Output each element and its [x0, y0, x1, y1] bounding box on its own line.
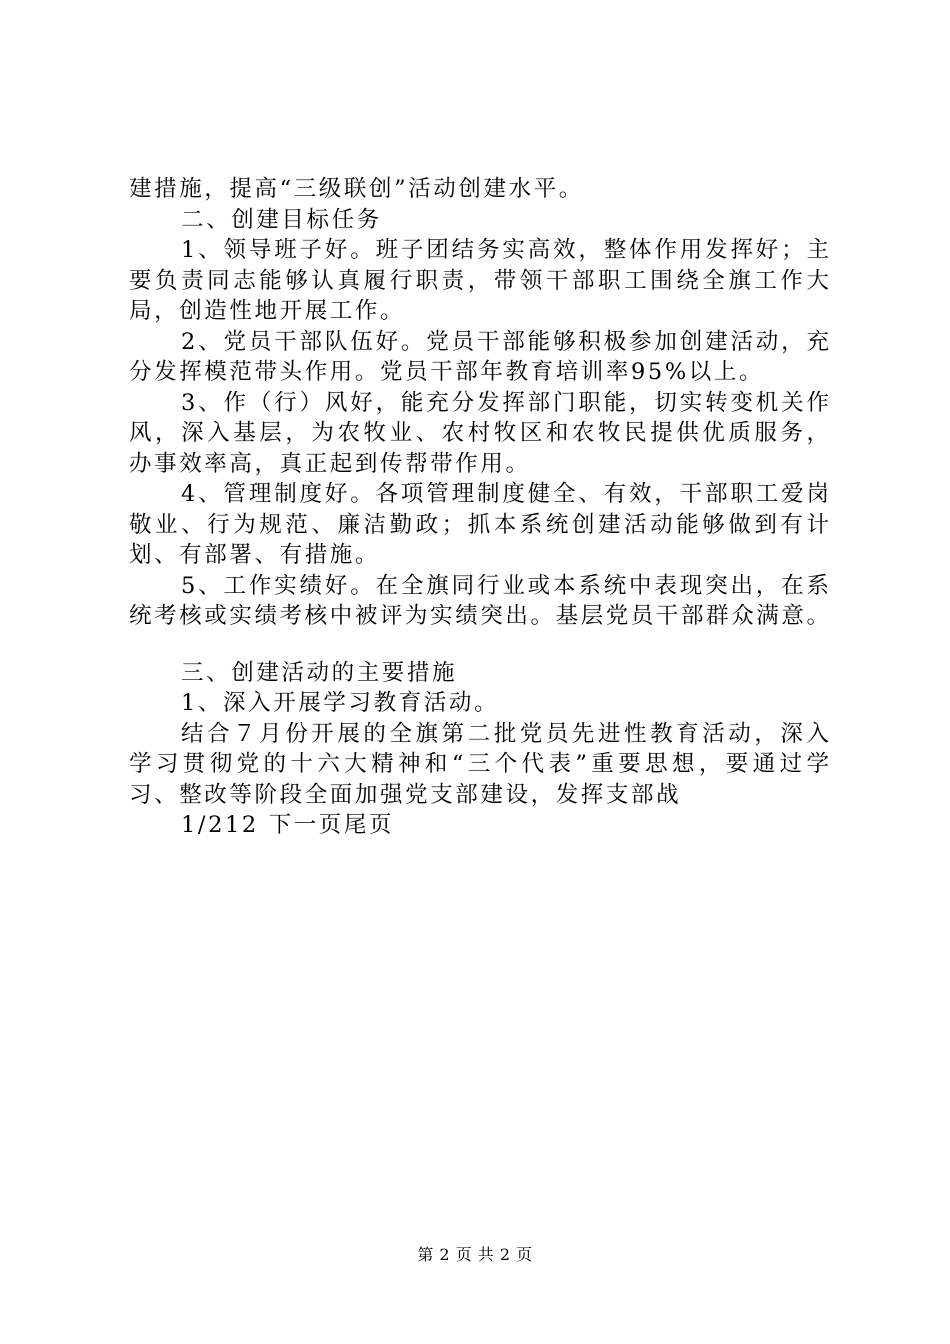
paragraph-line: 4、管理制度好。各项管理制度健全、有效，干部职工爱岗	[181, 481, 829, 507]
paragraph-line: 1、领导班子好。班子团结务实高效，整体作用发挥好；主	[181, 237, 829, 263]
paragraph-line: 办事效率高，真正起到传帮带作用。	[129, 450, 531, 477]
paragraph-gap	[129, 632, 829, 658]
paragraph-line: 5、工作实绩好。在全旗同行业或本系统中表现突出，在系	[181, 572, 829, 599]
paragraph-line: 划、有部署、有措施。	[129, 542, 381, 568]
paragraph-line: 3、作（行）风好，能充分发挥部门职能，切实转变机关作	[181, 389, 829, 416]
paragraph-line: 敬业、行为规范、廉洁勤政；抓本系统创建活动能够做到有计	[129, 511, 829, 538]
pagination-text: 1/212 下一页尾页	[181, 812, 395, 838]
paragraph-line: 局，创造性地开展工作。	[129, 298, 406, 324]
paragraph-line: 习、整改等阶段全面加强党支部建设，发挥支部战	[129, 781, 682, 808]
paragraph-line: 建措施，提高“三级联创”活动创建水平。	[129, 176, 584, 202]
paragraph-line: 统考核或实绩考核中被评为实绩突出。基层党员干部群众满意。	[129, 603, 829, 629]
paragraph-line: 风，深入基层，为农牧业、农村牧区和农牧民提供优质服务，	[129, 420, 829, 446]
document-body	[129, 174, 829, 841]
paragraph-line: 要负责同志能够认真履行职责，带领干部职工围绕全旗工作大	[129, 267, 829, 294]
paragraph-line: 2、党员干部队伍好。党员干部能够积极参加创建活动，充	[181, 328, 829, 355]
subsection-heading: 1、深入开展学习教育活动。	[181, 690, 500, 716]
page-footer: 第 2 页 共 2 页	[417, 1245, 533, 1264]
section-heading-targets: 二、创建目标任务	[181, 206, 382, 233]
paragraph-line: 分发挥模范带头作用。党员干部年教育培训率95%以上。	[129, 359, 765, 385]
paragraph-line: 结合７月份开展的全旗第二批党员先进性教育活动，深入	[181, 720, 829, 747]
paragraph-line: 学习贯彻党的十六大精神和“三个代表”重要思想，要通过学	[129, 751, 829, 777]
section-heading-measures: 三、创建活动的主要措施	[181, 659, 458, 686]
